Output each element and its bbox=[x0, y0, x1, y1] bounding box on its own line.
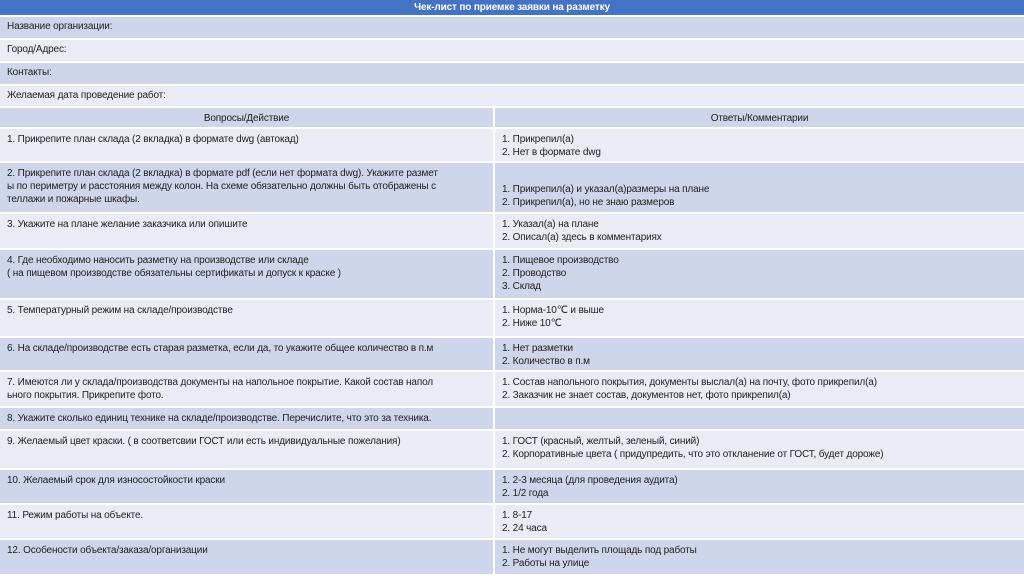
table-row bbox=[0, 300, 1024, 338]
answer-cell[interactable]: 1. ГОСТ (красный, желтый, зеленый, синий) 2. Корпоративные цвета ( придупредить, что это откланение от ГОСТ, будет дороже) bbox=[502, 436, 884, 460]
answer-cell[interactable]: 1. 8-17 2. 24 часа bbox=[502, 510, 547, 534]
contacts-label: Контакты: bbox=[7, 67, 52, 78]
table-row bbox=[0, 408, 1024, 431]
table-row bbox=[0, 250, 1024, 300]
question-cell: 1. Прикрепите план склада (2 вкладка) в формате dwg (автокад) bbox=[0, 129, 495, 161]
answer-cell[interactable] bbox=[495, 163, 1024, 212]
checklist-title bbox=[0, 0, 1024, 17]
question-cell: 7. Имеются ли у склада/производства документы на напольное покрытие. Какой состав напол ьного покрытия. Прикрепите фото. bbox=[0, 372, 495, 406]
question-cell: 8. Укажите сколько единиц технике на складе/производстве. Перечислите, что это за техника. bbox=[0, 408, 495, 429]
table-row bbox=[0, 540, 1024, 576]
table-row bbox=[0, 470, 1024, 505]
table-header bbox=[0, 108, 1024, 129]
answer-cell[interactable]: 1. Не могут выделить площадь под работы 2. Работы на улице bbox=[502, 545, 697, 569]
question-cell: 3. Укажите на плане желание заказчика или опишите bbox=[0, 214, 495, 248]
header-questions: Вопросы/Действие bbox=[0, 108, 495, 127]
answer-cell[interactable]: 1. Прикрепил(а) 2. Нет в формате dwg bbox=[502, 134, 601, 158]
answer-cell[interactable]: 1. Пищевое производство 2. Проводство 3. Склад bbox=[502, 255, 619, 292]
org-name-label: Название организации: bbox=[7, 21, 113, 32]
table-row bbox=[0, 431, 1024, 470]
table-row bbox=[0, 129, 1024, 163]
answer-cell[interactable]: 1. 2-3 месяца (для проведения аудита) 2. 1/2 года bbox=[502, 475, 678, 499]
table-row bbox=[0, 338, 1024, 372]
question-cell: 2. Прикрепите план склада (2 вкладка) в формате pdf (если нет формата dwg). Укажите размет ы по периметру и расстояния между колон. На схеме обязательно должны быть отображены с теллажи и пожарные шкафы. bbox=[0, 163, 495, 212]
table-row bbox=[0, 505, 1024, 540]
question-cell: 11. Режим работы на объекте. bbox=[0, 505, 495, 538]
question-cell: 4. Где необходимо наносить разметку на производстве или складе ( на пищевом производстве обязательны сертификаты и допуск к краске ) bbox=[0, 250, 495, 298]
question-cell: 12. Особености объекта/заказа/организации bbox=[0, 540, 495, 574]
table-row bbox=[0, 163, 1024, 214]
answer-cell[interactable]: 1. Состав напольного покрытия, документы выслал(а) на почту, фото прикрепил(а) 2. Заказчик не знает состав, документов нет, фото прикрепил(а) bbox=[502, 377, 877, 401]
answer-text: 1. Прикрепил(а) и указал(а)размеры на плане 2. Прикрепил(а), но не знаю размеров bbox=[502, 184, 710, 208]
field-city-address[interactable] bbox=[0, 40, 1024, 63]
header-answers: Ответы/Комментарии bbox=[710, 113, 809, 124]
answer-cell[interactable]: 1. Норма-10℃ и выше 2. Ниже 10℃ bbox=[502, 305, 604, 329]
question-cell: 10. Желаемый срок для износостойкости краски bbox=[0, 470, 495, 503]
table-row bbox=[0, 214, 1024, 250]
desired-date-label: Желаемая дата проведение работ: bbox=[7, 90, 166, 101]
answer-cell[interactable] bbox=[495, 408, 1024, 429]
field-org-name[interactable] bbox=[0, 17, 1024, 40]
field-contacts[interactable] bbox=[0, 63, 1024, 86]
title-text: Чек-лист по приемке заявки на разметку bbox=[414, 2, 610, 13]
question-cell: 9. Желаемый цвет краски. ( в соответсвии ГОСТ или есть индивидуальные пожелания) bbox=[0, 431, 495, 468]
table-row bbox=[0, 372, 1024, 408]
city-address-label: Город/Адрес: bbox=[7, 44, 67, 55]
question-cell: 6. На складе/производстве есть старая разметка, если да, то укажите общее количество в п.м bbox=[0, 338, 495, 370]
question-cell: 5. Температурный режим на складе/производстве bbox=[0, 300, 495, 336]
field-desired-date[interactable] bbox=[0, 86, 1024, 108]
answer-cell[interactable]: 1. Нет разметки 2. Количество в п.м bbox=[502, 343, 590, 367]
answer-cell[interactable]: 1. Указал(а) на плане 2. Описал(а) здесь в комментариях bbox=[502, 219, 662, 243]
